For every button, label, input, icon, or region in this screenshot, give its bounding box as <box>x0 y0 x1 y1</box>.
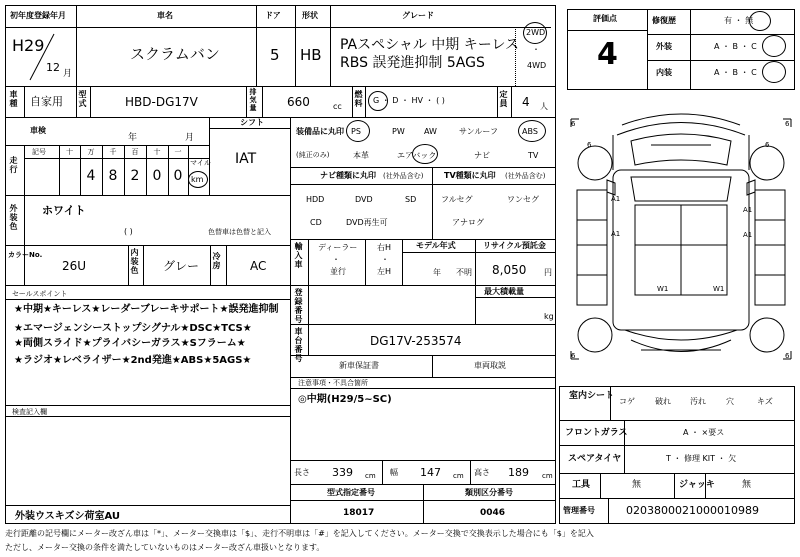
equip-aw: AW <box>424 127 437 136</box>
damage-mark: W1 <box>713 285 725 293</box>
glass-options: A ・ ×要ス <box>683 428 725 437</box>
warranty: 新車保証書 <box>339 361 379 370</box>
cm-unit: cm <box>453 472 464 480</box>
length: 339 <box>332 466 353 479</box>
seat-label: 室内シート <box>569 391 615 401</box>
displacement: 660 <box>287 95 310 109</box>
nav-dvd: DVD <box>355 195 373 204</box>
recycle-amount: 8,050 <box>492 263 527 277</box>
seat-option: 汚れ <box>690 397 706 406</box>
capacity: 4 <box>522 95 530 109</box>
digit-label: 千 <box>109 148 117 156</box>
digit-label: 十 <box>153 148 161 156</box>
nav-label: ナビ種類に丸印 <box>320 171 376 180</box>
interior-options: A ・ B ・ C <box>714 68 757 77</box>
model-year-label: モデル年式 <box>416 241 456 250</box>
mileage-label: 走行 <box>9 156 18 174</box>
kg-unit: kg <box>544 312 554 321</box>
manual: 車両取説 <box>474 361 506 370</box>
import-dealer: ディーラー <box>318 243 358 252</box>
km-label: km <box>191 175 204 184</box>
length-label: 長さ <box>294 468 310 477</box>
footer-note-line2: ただし、メーター交換の条件を満たしていないものはメーター改ざん車扱いとなります。 <box>5 543 325 552</box>
damage-mark: 6 <box>785 352 790 360</box>
doors-label: ドア <box>265 11 281 20</box>
model-year-unit: 年 <box>433 268 441 277</box>
damage-mark: A1 <box>743 231 753 239</box>
exterior-color-label: 外装色 <box>9 204 18 231</box>
jack-value: 無 <box>742 480 752 490</box>
mile-label: マイル <box>190 159 211 167</box>
shift-label: シフト <box>240 118 264 127</box>
sales-point-line: ★中期★キーレス★レーダーブレーキサポート★誤発進抑制 <box>14 304 279 315</box>
damage-mark: A1 <box>743 206 753 214</box>
digit-label: 十 <box>66 148 73 156</box>
equip-ps: PS <box>351 127 361 136</box>
drive-2wd: 2WD <box>526 28 546 37</box>
nav-sd: SD <box>405 195 417 204</box>
seat-option: 穴 <box>726 397 734 406</box>
mileage-digit: 4 <box>86 168 96 184</box>
model-year-unknown: 不明 <box>456 268 472 277</box>
color-note-paren: ( ) <box>124 227 133 236</box>
reg-month: 12 <box>46 61 60 74</box>
tv-analog: アナログ <box>452 218 484 227</box>
mileage-digit: 8 <box>108 168 118 184</box>
damage-mark: A1 <box>611 195 621 203</box>
handle-dot: ・ <box>381 255 389 264</box>
nav-dvd-play: DVD再生可 <box>346 218 388 227</box>
shape-label: 形状 <box>302 11 318 20</box>
name-label: 車名 <box>157 11 173 20</box>
model: HBD-DG17V <box>125 95 198 109</box>
exterior-options: A ・ B ・ C <box>714 42 757 51</box>
digit-label: 百 <box>131 148 139 156</box>
reg-number-label: 登録番号 <box>294 288 303 324</box>
doors: 5 <box>270 46 280 64</box>
glass-label: フロントガラス <box>565 428 628 438</box>
type-no: 18017 <box>343 508 375 518</box>
color-no: 26U <box>62 259 87 273</box>
import-dot: ・ <box>332 255 340 264</box>
ac-label: 冷房 <box>212 252 221 270</box>
car-diagram <box>567 95 795 385</box>
cm-unit: cm <box>365 472 376 480</box>
equip-tv: TV <box>528 151 539 160</box>
equip-navi: ナビ <box>474 151 490 160</box>
month-unit: 月 <box>63 69 73 79</box>
tv-sub: (社外品含む) <box>505 172 546 180</box>
cc-unit: cc <box>333 102 342 111</box>
equipment-sub: (純正のみ) <box>296 151 330 159</box>
score: 4 <box>597 37 618 72</box>
mileage-sub: 記号 <box>32 148 46 156</box>
seat-option: キズ <box>757 397 773 406</box>
year-unit: 年 <box>128 133 138 143</box>
handle-left: 左H <box>377 267 392 276</box>
footer-note-line1: 走行距離の記号欄にメーター改ざん車は「*」、メーター交換車は「$」、走行不明車は「#」を記入してください。メーター交換で交換表示した場合にも「$」を記入 <box>5 529 594 538</box>
seat-option: 破れ <box>655 397 671 406</box>
max-load-label: 最大積載量 <box>484 287 524 296</box>
chassis-label: 車台番号 <box>294 327 303 363</box>
import-label: 輸入車 <box>294 242 303 269</box>
score-label: 評価点 <box>593 14 617 23</box>
interior-label: 内装 <box>656 68 672 77</box>
class-no: 0046 <box>480 508 506 518</box>
chassis-number: DG17V-253574 <box>370 334 462 348</box>
selection-circle <box>762 35 786 57</box>
spare-options: T ・ 修理 KIT ・ 欠 <box>666 454 737 463</box>
tv-fullseg: フルセグ <box>441 195 473 204</box>
inspector-label: 検査記入欄 <box>12 408 47 416</box>
jack-label: ジャッキ <box>679 480 715 490</box>
equip-pw: PW <box>392 127 405 136</box>
person-unit: 人 <box>540 102 548 111</box>
color-note: 色替車は色替と記入 <box>208 228 271 236</box>
shift: IAT <box>235 151 257 167</box>
sales-point-line: ★両側スライド★プライバシーガラス★Sフラーム★ <box>14 338 246 349</box>
nav-cd: CD <box>310 218 322 227</box>
damage-mark: 6 <box>765 141 770 149</box>
mgmt-label: 管理番号 <box>563 506 595 515</box>
repair-label: 修復歴 <box>652 16 676 25</box>
spare-label: スペアタイヤ <box>568 454 622 464</box>
type-no-label: 型式指定番号 <box>327 488 375 497</box>
selection-circle <box>762 61 786 83</box>
bottom-note: 外装ウスキズシ荷室AU <box>15 511 121 522</box>
damage-mark: 6 <box>571 352 576 360</box>
interior-color-label: 内装色 <box>130 248 139 275</box>
damage-mark: W1 <box>657 285 669 293</box>
capacity-label: 定員 <box>499 90 508 108</box>
sales-point-line: ★ラジオ★レベライザー★2nd発進★ABS★5AGS★ <box>14 355 252 366</box>
interior-color: グレー <box>163 259 200 273</box>
tv-oneseg: ワンセグ <box>507 195 539 204</box>
month-unit: 月 <box>185 133 195 143</box>
damage-mark: 6 <box>571 120 576 128</box>
equip-sunroof: サンルーフ <box>459 127 498 136</box>
tools-value: 無 <box>632 480 642 490</box>
color-no-label: カラーNo. <box>8 251 43 259</box>
digit-label: 一 <box>174 148 182 156</box>
repair-options: 有 ・ 無 <box>724 16 754 25</box>
damage-mark: 6 <box>785 120 790 128</box>
exterior-label: 外装 <box>656 42 672 51</box>
nav-hdd: HDD <box>306 195 325 204</box>
drive-4wd: 4WD <box>527 61 547 70</box>
shape: HB <box>300 46 322 64</box>
seat-option: コゲ <box>619 397 635 406</box>
model-label: 型式 <box>78 90 87 108</box>
height: 189 <box>508 466 529 479</box>
exterior-color: ホワイト <box>42 204 86 217</box>
import-parallel: 並行 <box>330 267 346 276</box>
equip-leather: 本革 <box>353 151 369 160</box>
category-label: 車種 <box>9 90 18 108</box>
equipment-label: 装備品に丸印 <box>296 127 344 136</box>
sales-point-label: セールスポイント <box>12 290 68 298</box>
recycle-label: リサイクル預託金 <box>483 241 546 250</box>
damage-mark: A1 <box>611 230 621 238</box>
digit-label: 万 <box>87 148 95 156</box>
notes-label: 注意事項・不具合箇所 <box>298 379 368 387</box>
equip-airbag: エアバック <box>397 151 437 160</box>
tools-label: 工具 <box>572 480 591 490</box>
handle-right: 右H <box>377 243 392 252</box>
width: 147 <box>420 466 441 479</box>
fuel-label: 燃料 <box>354 90 363 108</box>
class-no-label: 類別区分番号 <box>465 488 513 497</box>
fuel-options: G ・ D ・ HV ・ ( ) <box>373 96 445 105</box>
reg-year-label: 初年度登録年月 <box>10 11 66 20</box>
equip-abs: ABS <box>522 127 538 136</box>
notes: ◎中期(H29/5~SC) <box>298 394 392 405</box>
damage-mark: 6 <box>587 141 592 149</box>
width-label: 幅 <box>390 468 398 477</box>
mileage-digit: 0 <box>152 168 162 184</box>
category: 自家用 <box>30 95 63 108</box>
vehicle-name: スクラムバン <box>130 45 220 63</box>
inspection-label: 車検 <box>30 126 46 135</box>
cm-unit: cm <box>542 472 553 480</box>
grade-label: グレード <box>402 11 434 20</box>
mileage-digit: 2 <box>130 168 140 184</box>
grade-line1: PAスペシャル 中期 キーレス <box>340 37 520 53</box>
nav-sub: (社外品含む) <box>383 172 424 180</box>
grade-line2: RBS 誤発進抑制 5AGS <box>340 55 485 71</box>
sales-point-line: ★エマージェンシーストップシグナル★DSC★TCS★ <box>14 323 252 334</box>
displacement-label: 排気量 <box>249 88 257 112</box>
reg-year: H29 <box>12 36 45 55</box>
mileage-digit: 0 <box>173 168 183 184</box>
vehicle-info-table <box>5 5 556 524</box>
height-label: 高さ <box>474 468 490 477</box>
ac: AC <box>250 259 267 273</box>
tv-label: TV種類に丸印 <box>444 171 496 180</box>
mgmt-number: 0203800021000010989 <box>626 504 759 517</box>
drive-dot: ・ <box>532 45 540 54</box>
yen-unit: 円 <box>544 268 552 277</box>
